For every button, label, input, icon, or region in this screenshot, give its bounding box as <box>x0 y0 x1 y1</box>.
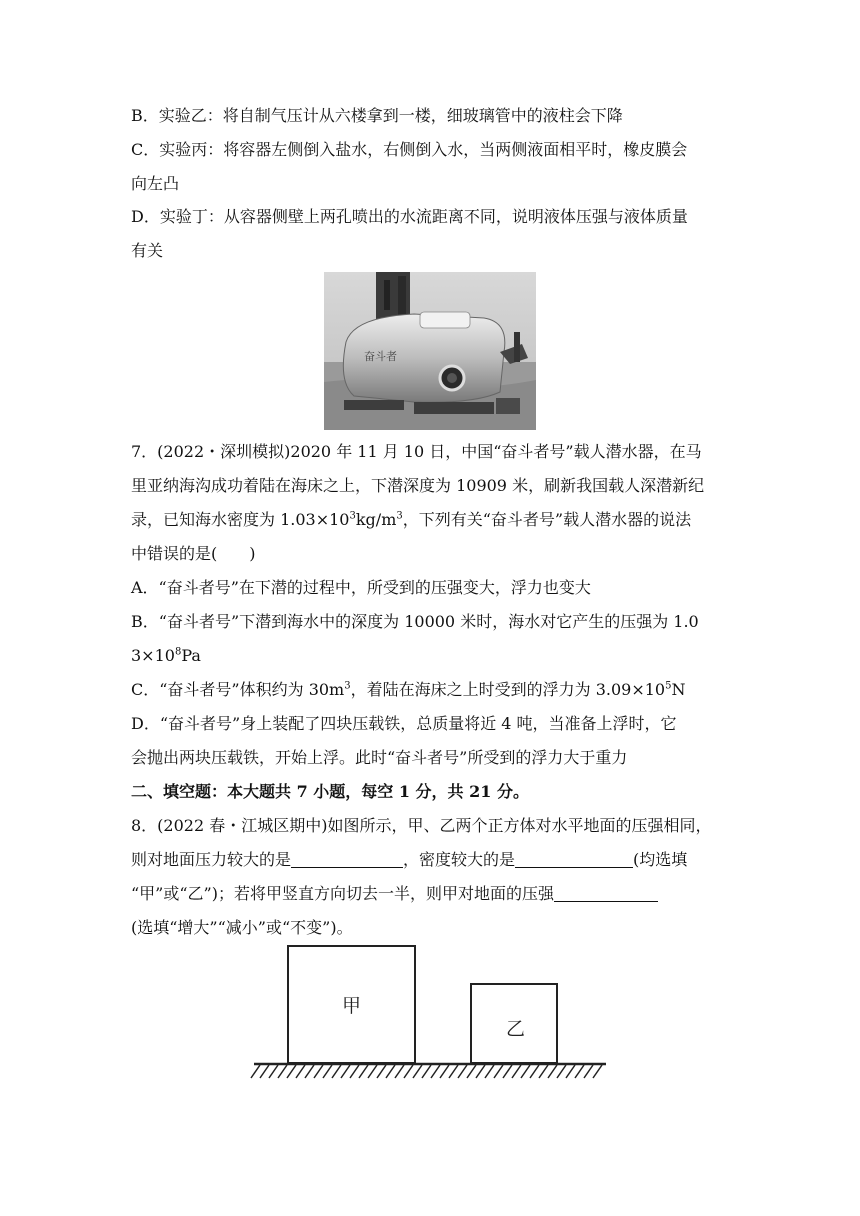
q6-option-c-line1: C．实验丙：将容器左侧倒入盐水，右侧倒入水，当两侧液面相平时，橡皮膜会 <box>131 140 688 159</box>
hatch-stroke <box>431 1065 440 1078</box>
q8-stem-line1: 8．(2022 春・江城区期中)如图所示，甲、乙两个正方体对水平地面的压强相同， <box>131 816 712 835</box>
hatch-stroke <box>557 1065 566 1078</box>
hatch-stroke <box>584 1065 593 1078</box>
hatch-stroke <box>287 1065 296 1078</box>
q6-option-b: B．实验乙：将自制气压计从六楼拿到一楼，细玻璃管中的液柱会下降 <box>131 106 623 125</box>
hatch-stroke <box>269 1065 278 1078</box>
q7-option-c: C．“奋斗者号”体积约为 $30m^3$，着陆在海床之上时受到的浮力为 $3.09\times 10^5N$ <box>131 680 686 699</box>
hatch-stroke <box>314 1065 323 1078</box>
hatch-stroke <box>350 1065 359 1078</box>
hull-name-text: 奋斗者 <box>364 350 397 363</box>
answer-blank-1[interactable] <box>291 851 403 868</box>
hatch-stroke <box>404 1065 413 1078</box>
hatch-stroke <box>548 1065 557 1078</box>
hatch-stroke <box>251 1065 260 1078</box>
q7-option-d-line1: D．“奋斗者号”身上装配了四块压载铁，总质量将近 4 吨，当准备上浮时，它 <box>131 714 677 733</box>
q7-stem-line1: 7．(2022・深圳模拟)2020 年 11 月 10 日，中国“奋斗者号”载人潜水器，在马 <box>131 442 702 461</box>
hatch-stroke <box>260 1065 269 1078</box>
submersible-photo <box>324 272 536 430</box>
cube-jia-label: 甲 <box>342 995 362 1017</box>
hatch-stroke <box>341 1065 350 1078</box>
hatch-stroke <box>467 1065 476 1078</box>
q7-stem-line2: 里亚纳海沟成功着陆在海床之上，下潜深度为 10909 米，刷新我国载人深潜新纪 <box>131 476 705 495</box>
hatch-stroke <box>521 1065 530 1078</box>
hatch-stroke <box>305 1065 314 1078</box>
q7-stem-line3: 录，已知海水密度为 $1.03\times 10^3kg/m^3$，下列有关“奋斗者号”载人潜水器的说法 <box>131 510 692 529</box>
q7-option-a: A．“奋斗者号”在下潜的过程中，所受到的压强变大，浮力也变大 <box>131 578 591 597</box>
hatch-stroke <box>323 1065 332 1078</box>
hatch-stroke <box>278 1065 287 1078</box>
q6-option-c-line2: 向左凸 <box>131 174 180 193</box>
q7-option-b-line2: $3\times 10^8Pa$ <box>131 646 201 665</box>
hatch-stroke <box>566 1065 575 1078</box>
hatch-stroke <box>593 1065 602 1078</box>
hatch-stroke <box>377 1065 386 1078</box>
hatch-stroke <box>368 1065 377 1078</box>
q7-stem-line4: 中错误的是( ) <box>131 544 256 563</box>
hatch-stroke <box>296 1065 305 1078</box>
q7-option-d-line2: 会抛出两块压载铁，开始上浮。此时“奋斗者号”所受到的浮力大于重力 <box>131 748 628 767</box>
q6-option-d-line1: D．实验丁：从容器侧壁上两孔喷出的水流距离不同，说明液体压强与液体质量 <box>131 207 688 226</box>
q8-stem-line2: 则对地面压力较大的是 ，密度较大的是 (均选填 <box>131 850 688 869</box>
hatch-stroke <box>512 1065 521 1078</box>
cube-yi-label: 乙 <box>506 1018 526 1040</box>
answer-blank-3[interactable] <box>554 885 658 902</box>
hatch-stroke <box>440 1065 449 1078</box>
hatch-stroke <box>422 1065 431 1078</box>
hatch-stroke <box>539 1065 548 1078</box>
cubes-figure <box>250 940 610 1085</box>
hatch-stroke <box>359 1065 368 1078</box>
hatch-stroke <box>386 1065 395 1078</box>
hatch-stroke <box>332 1065 341 1078</box>
hatch-stroke <box>395 1065 404 1078</box>
hatch-stroke <box>485 1065 494 1078</box>
hatch-stroke <box>530 1065 539 1078</box>
hatch-stroke <box>503 1065 512 1078</box>
q8-stem-line3: “甲”或“乙”)；若将甲竖直方向切去一半，则甲对地面的压强 <box>131 884 658 904</box>
section-heading: 二、填空题：本大题共 7 小题，每空 1 分，共 21 分。 <box>131 782 529 801</box>
q6-option-d-line2: 有关 <box>131 241 164 260</box>
hatch-stroke <box>449 1065 458 1078</box>
hatch-stroke <box>458 1065 467 1078</box>
hatch-stroke <box>575 1065 584 1078</box>
hatch-stroke <box>413 1065 422 1078</box>
answer-blank-2[interactable] <box>515 851 633 868</box>
ground-hatching <box>251 1065 602 1078</box>
hatch-stroke <box>476 1065 485 1078</box>
q8-stem-line4: (选填“增大”“减小”或“不变”)。 <box>131 918 353 937</box>
q7-option-b-line1: B．“奋斗者号”下潜到海水中的深度为 10000 米时，海水对它产生的压强为 1.0 <box>131 612 699 631</box>
hatch-stroke <box>494 1065 503 1078</box>
